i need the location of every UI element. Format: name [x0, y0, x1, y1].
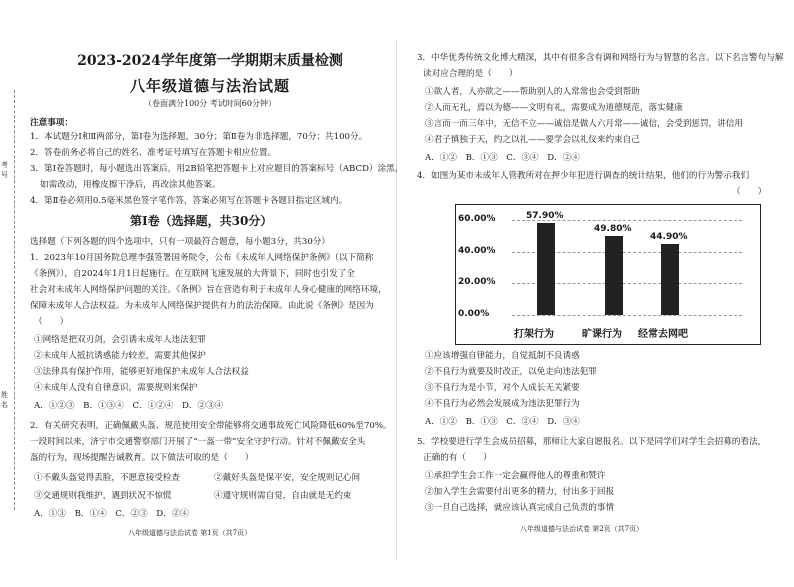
- q3-line-2: 读对应合理的是（ ）: [423, 69, 518, 79]
- note-1: 1．本试题分Ⅰ和Ⅱ两部分，第Ⅰ卷为选择题，30分；第Ⅱ卷为非选择题，70分；共100分。: [30, 132, 368, 142]
- q5-line-1: 5．学校要进行学生会成员招募，那师让大家自愿报名。以下是同学们对学生会招募的看法，: [417, 437, 767, 447]
- q1-line-2: 《条例》），自2024年1月1日起施行。在互联网飞速发展的大背景下，同时也引发了全: [30, 269, 355, 279]
- q5-option-3: ③一旦自己选择，就应该认真完成自己负责的事情: [425, 503, 615, 513]
- chart-category-label: 打架行为: [514, 329, 554, 340]
- q3-option-4: ④君子慎独于天，约之以礼——要学会以礼仪来约束自己: [425, 135, 640, 145]
- section-1-instruction: 选择题（下列各题的四个选项中，只有一项最符合题意，每小题3分，共30分）: [30, 237, 330, 247]
- chart-y-tick-label: 40.00%: [458, 245, 496, 256]
- q1-option-4: ④未成年人没有自律意识，需要规则来保护: [34, 383, 198, 393]
- q4-option-3: ③不良行为是小节，对个人成长无关紧要: [425, 383, 580, 393]
- chart-value-label: 57.90%: [526, 211, 564, 222]
- q2-option-4: ④遵守规则需自觉，自由就是无约束: [214, 491, 352, 501]
- survey-bar-chart: [455, 204, 761, 345]
- chart-y-tick-label: 60.00%: [458, 214, 496, 224]
- seal-label-1: 考号: [1, 161, 8, 179]
- q2-option-2: ②戴好头盔是保平安，安全规则记心间: [214, 473, 361, 483]
- q5-option-2: ②加入学生会需要付出更多的精力，付出多于回报: [425, 487, 615, 497]
- q3-option-1: ①欲人者，人亦欲之——帮助别人的人常常也会受到帮助: [425, 87, 640, 97]
- q4-option-4: ④不良行为必然会发展成为违法犯罪行为: [425, 399, 580, 409]
- q1-line-1: 1．2023年10月国务院总理李强签署国务院令，公布《未成年人网络保护条例》（以下简称: [30, 253, 374, 263]
- q3-choices: A．①② B．①③ C．③④ D．②④: [425, 153, 580, 163]
- q1-option-1: ①网络是把双刃剑，会引诱未成年人违法犯罪: [34, 335, 206, 345]
- q2-option-1: ①不戴头盔觉得丢脸，不愿意接受检查: [34, 473, 181, 483]
- note-3b: 如需改动，用橡皮擦干净后，再改涂其他答案。: [40, 180, 221, 190]
- note-3a: 3．第Ⅰ卷答题时，每小题选出答案后，用2B铅笔把答题卡上对应题目的答案标号（ABCD）涂黑，: [30, 164, 404, 174]
- score-info: （卷面满分100分 考试时间60分钟）: [144, 99, 276, 108]
- note-4: 4．第Ⅱ卷必须用0.5毫米黑色签字笔作答，答案必须写在答题卡各题目指定区域内。: [30, 196, 348, 206]
- q3-option-3: ③言而一而三年中，无信不立——诚信是做人六月常——诚信，会受到惩罚，讲信用: [425, 119, 743, 129]
- q1-choices: A．①②③ B．①③④ C．①②④ D．②③④: [34, 401, 224, 411]
- q1-blank: （ ）: [34, 317, 69, 327]
- q4-option-2: ②不良行为就要及时改正，以免走向违法犯罪: [425, 367, 597, 377]
- footer-left: 八年级道德与法治试卷 第1页（共7页）: [128, 529, 252, 537]
- footer-right: 八年级道德与法治试卷 第2页（共7页）: [520, 525, 644, 533]
- note-2: 2．答卷前务必将自己的姓名、准考证号填写在答题卡相应位置。: [30, 148, 277, 158]
- seal-label-2: 姓名: [1, 391, 8, 409]
- q1-option-2: ②未成年人抵抗诱惑能力较差，需要其他保护: [34, 351, 206, 361]
- q4-blank: （ ）: [732, 187, 767, 197]
- q2-line-3: 盔的行为，现场提醒告诫教育。以下做法可取的是（ ）: [30, 453, 254, 463]
- chart-bar: [605, 236, 623, 315]
- q5-option-1: ①承担学生会工作一定会赢得他人的尊重和赞许: [425, 471, 606, 481]
- exam-subtitle: 八年级道德与法治试题: [129, 77, 290, 95]
- q1-line-3: 社会对未成年人网络保护问题的关注。《条例》旨在营造有利于未成年人身心健康的网络环境，: [30, 285, 387, 295]
- q3-line-1: 3．中华优秀传统文化博大精深，其中有很多含有调和网络行为与智慧的名言。以下名言警句与解: [417, 53, 784, 63]
- q4-line-1: 4．如图为某市未成年人管教所对在押少年犯进行调查的统计结果，他们的行为警示我们: [417, 171, 750, 181]
- exam-title: 2023-2024学年度第一学期期末质量检测: [77, 53, 343, 69]
- notes-heading: 注意事项：: [30, 118, 73, 128]
- q2-option-3: ③交通规则我维护，遇到状况不惊慌: [34, 491, 172, 501]
- q4-option-1: ①应该增强自律能力，自觉抵制不良诱惑: [425, 351, 580, 361]
- q2-choices: A．①③ B．①④ C．②③ D．②④: [34, 509, 189, 519]
- section-1-title: 第Ⅰ卷（选择题，共30分）: [130, 214, 273, 228]
- q2-line-1: 2．有关研究表明，正确佩戴头盔、规范使用安全带能够将交通事故死亡风险降低60%至70%。: [30, 421, 392, 431]
- q1-option-3: ③法律具有保护作用，能够更好地保护未成年人合法权益: [34, 367, 249, 377]
- chart-value-label: 44.90%: [650, 231, 688, 242]
- chart-y-tick-label: 0.00%: [458, 309, 490, 319]
- q2-line-2: 一段时间以来，济宁市交通警察部门开展了“一盔一带”安全守护行动。针对不佩戴安全头: [30, 437, 366, 447]
- q5-line-2: 正确的有（ ）: [423, 453, 492, 463]
- chart-category-label: 旷课行为: [582, 329, 622, 340]
- q4-choices: A．①② B．①③ C．②④ D．③④: [425, 417, 580, 427]
- chart-category-label: 经常去网吧: [638, 329, 688, 340]
- binding-margin: [0, 90, 15, 510]
- chart-bar: [537, 223, 555, 315]
- chart-bar: [661, 244, 679, 315]
- chart-gridline: [512, 315, 742, 316]
- chart-y-tick-label: 20.00%: [458, 277, 496, 288]
- chart-value-label: 49.80%: [594, 224, 632, 235]
- q3-option-2: ②人而无礼，焉以为德——文明有礼，需要成为道德规范，落实健康: [425, 103, 683, 113]
- q1-line-4: 保障未成年人合法权益。为未成年人网络保护提供有力的法治保障。由此说《条例》是因为: [30, 301, 374, 311]
